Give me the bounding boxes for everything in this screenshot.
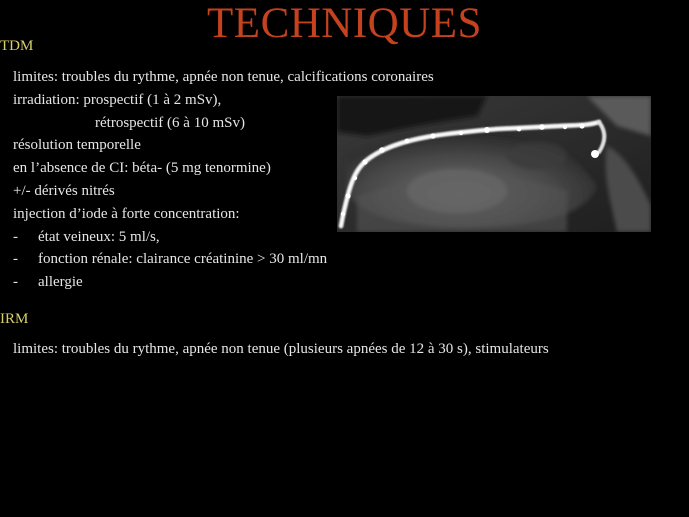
irm-bullet-list	[13, 338, 549, 361]
section-heading-tdm: TDM	[0, 38, 34, 54]
list-item-nitres: +/- dérivés nitrés	[13, 182, 115, 199]
dash-marker: -	[13, 274, 18, 291]
list-item-beta-blocker: en l’absence de CI: béta- (5 mg tenormine)	[13, 160, 271, 177]
list-item-irradiation: irradiation: prospectif (1 à 2 mSv),	[13, 91, 222, 108]
sub-item-text: allergie	[38, 274, 83, 291]
list-item-limites: limites: troubles du rythme, apnée non tenue, calcifications coronaires	[13, 69, 434, 85]
sub-item-fonction-renale	[13, 248, 434, 271]
list-item-retrospectif: rétrospectif (6 à 10 mSv)	[95, 114, 245, 131]
sub-item-allergie	[13, 271, 434, 294]
list-item-resolution: résolution temporelle	[13, 137, 141, 154]
dash-marker: -	[13, 251, 18, 268]
sub-item-text: état veineux: 5 ml/s,	[38, 228, 160, 245]
dash-marker: -	[13, 228, 18, 245]
ct-coronary-angiography-image	[337, 96, 651, 232]
list-item-injection: injection d’iode à forte concentration:	[13, 205, 240, 222]
slide-title: TECHNIQUES	[207, 0, 482, 47]
section-heading-irm: IRM	[0, 311, 29, 327]
sub-item-text: fonction rénale: clairance créatinine > 30 ml/mn	[38, 251, 328, 268]
list-item-irm-limites: limites: troubles du rythme, apnée non tenue (plusieurs apnées de 12 à 30 s), stimulateurs	[13, 341, 549, 357]
